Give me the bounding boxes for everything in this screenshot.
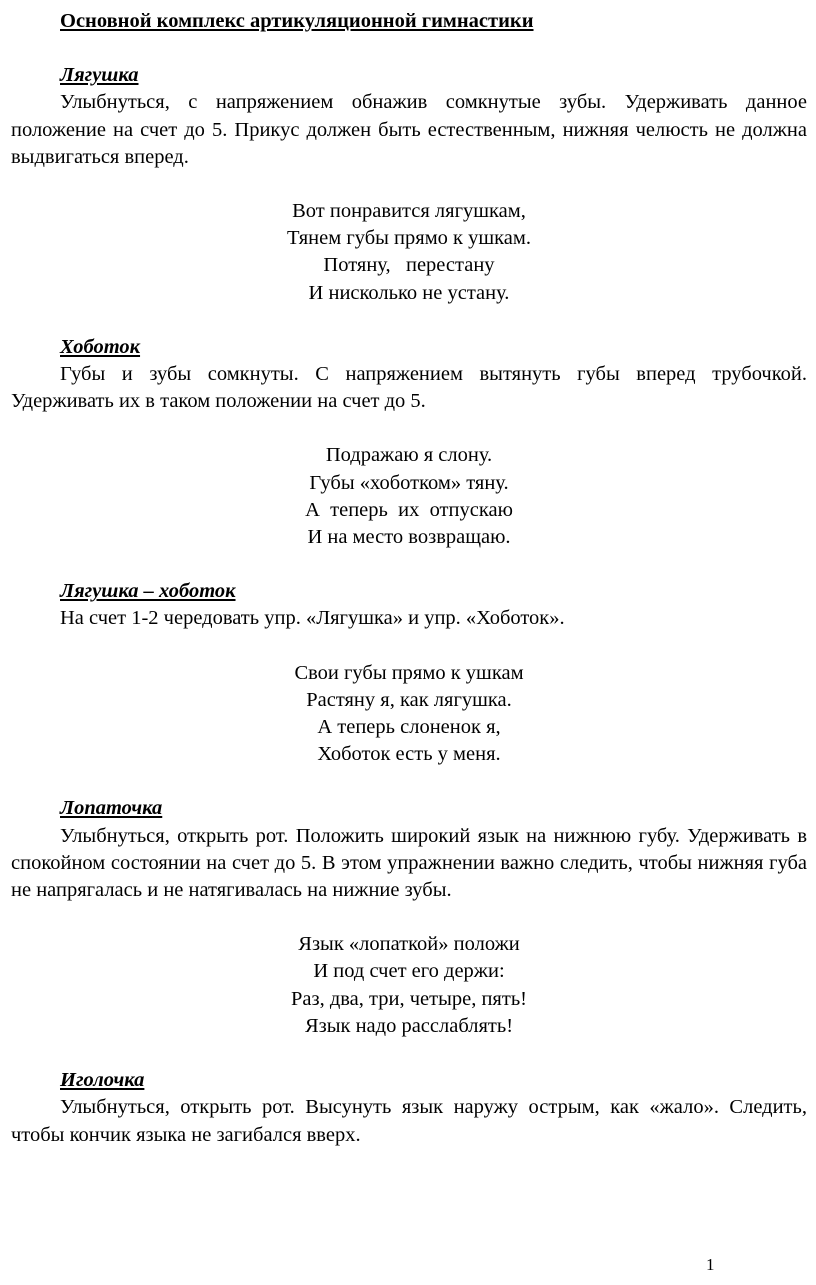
section-text-lyagushka-khobotok: На счет 1-2 чередовать упр. «Лягушка» и упр. «Хоботок». [60,607,565,630]
poem-line: Тянем губы прямо к ушкам. [286,227,532,250]
poem-line: Подражаю я слону. [325,444,493,467]
section-text-igolochka: Улыбнуться, открыть рот. Высунуть язык наружу острым, как «жало». Следить, чтобы кончик языка не загибался вверх. [11,1096,807,1146]
section-heading-lyagushka: Лягушка [60,64,139,87]
poem-line: Язык надо расслаблять! [304,1014,514,1037]
poem-line: Потяну, перестану [323,254,495,277]
poem-line: А теперь их отпускаю [305,498,513,521]
poem-line: Растяну я, как лягушка. [306,688,512,711]
poem-line: Раз, два, три, четыре, пять! [291,987,527,1010]
poem-lyagushka-khobotok [11,660,807,769]
poem-line: И под счет его держи: [313,960,505,983]
section-heading-lyagushka-khobotok: Лягушка – хоботок [60,580,236,603]
section-heading-lopatochka: Лопаточка [60,797,163,820]
poem-line: Вот понравится лягушкам, [292,200,526,223]
poem-line: Губы «хоботком» тяну. [309,471,509,494]
poem-lopatochka [11,931,807,1040]
poem-line: Хоботок есть у меня. [317,743,501,766]
section-heading-khobotok: Хоботок [60,335,141,358]
section-text-lyagushka: Улыбнуться, с напряжением обнажив сомкнутые зубы. Удерживать данное положение на счет до 5. Прикус должен быть естественным, нижняя челюсть не должна выдвигаться вперед. [11,91,807,168]
document-title: Основной комплекс артикуляционной гимнастики [60,10,534,32]
page-number: 1 [706,1255,715,1274]
poem-line: И нисколько не устану. [308,281,510,304]
poem-line: И на место возвращаю. [307,526,511,549]
section-heading-igolochka: Иголочка [60,1069,145,1092]
poem-line: Язык «лопаткой» положи [298,933,520,956]
poem-lyagushka [11,198,807,307]
poem-line: А теперь слоненок я, [317,716,501,739]
poem-line: Свои губы прямо к ушкам [294,661,524,684]
document-page [11,8,807,1149]
section-text-khobotok: Губы и зубы сомкнуты. С напряжением вытянуть губы вперед трубочкой. Удерживать их в таком положении на счет до 5. [11,363,807,413]
section-text-lopatochka: Улыбнуться, открыть рот. Положить широкий язык на нижнюю губу. Удерживать в спокойном состоянии на счет до 5. В этом упражнении важно следить, чтобы нижняя губа не напрягалась и не натягивалась на нижние зубы. [11,824,807,902]
poem-khobotok [11,442,807,551]
